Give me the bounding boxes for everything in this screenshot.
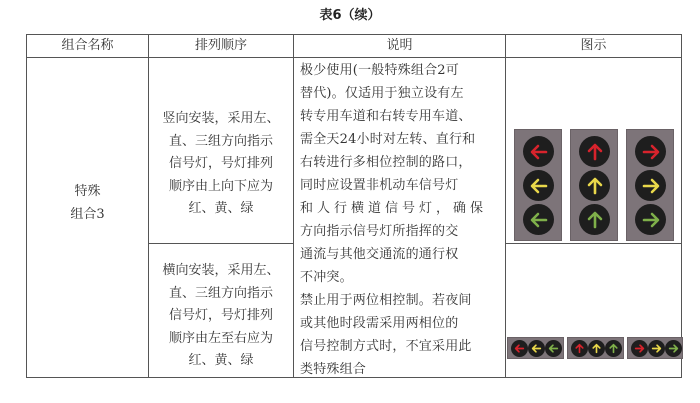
header-description: 说明	[386, 38, 413, 53]
lamp-red-left-arrow	[523, 136, 554, 167]
up-arrow-icon	[585, 142, 605, 162]
arrangement-line: 竖向安装，采用左、	[162, 111, 280, 126]
up-arrow-icon	[591, 343, 602, 354]
description	[300, 59, 504, 381]
arrangement-line: 直、三组方向指示	[168, 285, 273, 301]
row-divider-arrangement	[148, 243, 293, 244]
lamp-yellow-left-arrow	[523, 170, 554, 201]
right-arrow-icon	[651, 343, 662, 354]
lamp-green-right-arrow	[635, 204, 666, 235]
signal-housing-straight	[570, 129, 618, 241]
up-arrow-icon	[585, 210, 605, 230]
column-divider	[293, 35, 294, 377]
combination-name-line: 组合3	[70, 206, 105, 222]
combination-name-line: 特殊	[74, 184, 101, 199]
signal-housing-straight-horizontal	[567, 337, 624, 359]
lamp-green-left-arrow	[545, 340, 562, 357]
lamp-red-up-arrow	[571, 340, 588, 357]
lamp-red-left-arrow	[511, 340, 528, 357]
description-line: 和人行横道信号灯，确保	[300, 201, 488, 216]
signal-housing-left	[514, 129, 562, 241]
description-line: 或其他时段需采用两相位的	[300, 316, 459, 331]
lamp-green-up-arrow	[579, 204, 610, 235]
description-line: 方向指示信号灯所指挥的交	[300, 224, 459, 239]
arrangement-horizontal	[149, 260, 293, 373]
lamp-red-right-arrow	[635, 136, 666, 167]
arrangement-line: 横向安装，采用左、	[162, 263, 280, 278]
arrangement-vertical	[149, 108, 293, 221]
arrangement-line: 顺序由左至右应为	[168, 330, 273, 346]
left-arrow-icon	[514, 343, 525, 354]
right-arrow-icon	[641, 176, 661, 196]
description-line: 类特殊组合	[300, 362, 367, 377]
left-arrow-icon	[529, 142, 549, 162]
right-arrow-icon	[634, 343, 645, 354]
lamp-green-right-arrow	[665, 340, 682, 357]
description-line: 通流与其他交通流的通行权	[300, 247, 459, 262]
left-arrow-icon	[531, 343, 542, 354]
header-arrangement-order: 排列顺序	[194, 38, 247, 53]
description-line: 同时应设置非机动车信号灯	[300, 178, 459, 193]
lamp-yellow-right-arrow	[648, 340, 665, 357]
lamp-yellow-left-arrow	[528, 340, 545, 357]
lamp-green-left-arrow	[523, 204, 554, 235]
left-arrow-icon	[548, 343, 559, 354]
arrangement-line: 信号灯，号灯排列	[168, 308, 273, 324]
row-divider-illustration	[505, 243, 681, 244]
up-arrow-icon	[574, 343, 585, 354]
right-arrow-icon	[641, 142, 661, 162]
description-line: 右转进行多相位控制的路口，	[300, 155, 472, 170]
arrangement-line: 信号灯，号灯排列	[168, 156, 273, 172]
lamp-yellow-up-arrow	[588, 340, 605, 357]
left-arrow-icon	[529, 176, 549, 196]
arrangement-line: 顺序由上向下应为	[168, 178, 273, 194]
header-divider	[27, 57, 681, 58]
lamp-red-right-arrow	[631, 340, 648, 357]
lamp-yellow-right-arrow	[635, 170, 666, 201]
right-arrow-icon	[641, 210, 661, 230]
description-line: 需全天24小时对左转、直行和	[300, 132, 476, 147]
arrangement-line: 直、三组方向指示	[168, 133, 273, 149]
arrangement-line: 红、黄、绿	[188, 353, 254, 369]
combination-name	[27, 181, 148, 226]
lamp-yellow-up-arrow	[579, 170, 610, 201]
description-line: 信号控制方式时，不宜采用此	[300, 339, 472, 354]
lamp-green-up-arrow	[605, 340, 622, 357]
description-line: 转专用车道和右转专用车道、	[300, 109, 472, 124]
header-combination-name: 组合名称	[61, 38, 114, 53]
description-line: 替代)。仅适用于独立设有左	[300, 86, 464, 101]
column-divider	[505, 35, 506, 377]
right-arrow-icon	[668, 343, 679, 354]
description-line: 不冲突。	[300, 270, 353, 285]
signal-housing-right	[626, 129, 674, 241]
lamp-red-up-arrow	[579, 136, 610, 167]
arrangement-line: 红、黄、绿	[188, 201, 254, 217]
up-arrow-icon	[608, 343, 619, 354]
signal-housing-left-horizontal	[507, 337, 564, 359]
table-caption: 表6（续）	[319, 8, 381, 23]
up-arrow-icon	[585, 176, 605, 196]
signal-housing-right-horizontal	[627, 337, 683, 359]
description-line: 极少使用(一般特殊组合2可	[300, 63, 459, 78]
header-illustration: 图示	[580, 38, 607, 53]
description-line: 禁止用于两位相控制。若夜间	[300, 293, 472, 308]
left-arrow-icon	[529, 210, 549, 230]
